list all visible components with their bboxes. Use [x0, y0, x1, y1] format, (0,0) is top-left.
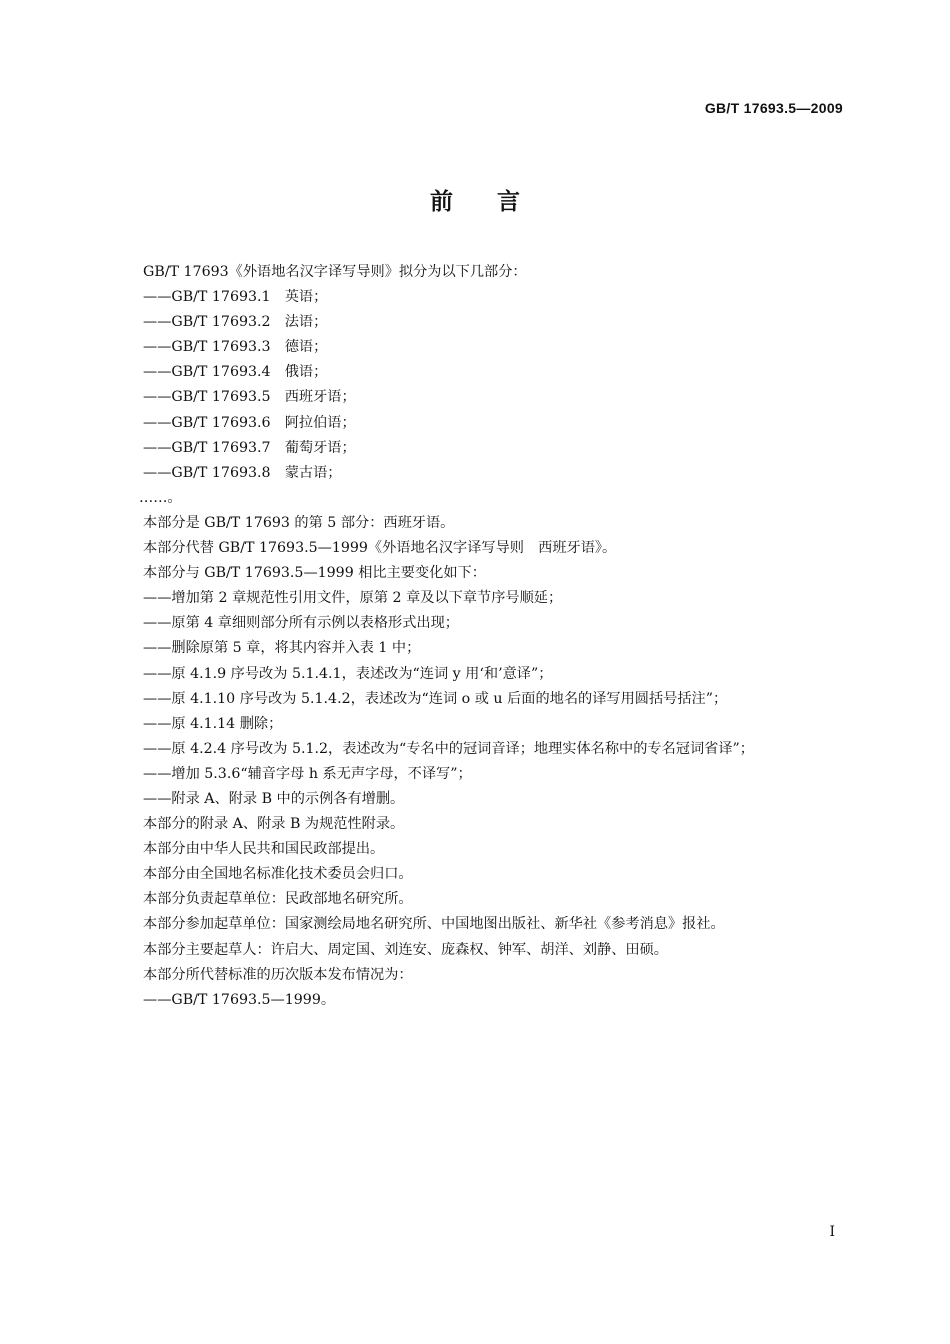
text-line: ——增加 5.3.6“辅音字母 h 系无声字母，不译写”； [143, 765, 472, 782]
standard-code: GB/T 17693.5—2009 [704, 100, 843, 116]
text-line: ——GB/T 17693.7 葡萄牙语； [143, 439, 356, 456]
text-line: ——增加第 2 章规范性引用文件，原第 2 章及以下章节序号顺延； [143, 590, 563, 607]
text-line: 本部分参加起草单位：国家测绘局地名研究所、中国地图出版社、新华社《参考消息》报社。 [143, 916, 725, 933]
text-line: 本部分由全国地名标准化技术委员会归口。 [143, 866, 413, 883]
text-line: ——原 4.1.10 序号改为 5.1.4.2，表述改为“连词 o 或 u 后面的地名的译写用圆括号括注”； [143, 690, 728, 707]
text-line: ——GB/T 17693.6 阿拉伯语； [143, 414, 356, 431]
text-line: ……。 [139, 489, 182, 506]
text-line: ——原 4.1.14 删除； [143, 715, 283, 732]
foreword-body [139, 260, 843, 1013]
text-line: ——GB/T 17693.5—1999。 [143, 991, 336, 1008]
text-line: 本部分负责起草单位：民政部地名研究所。 [143, 891, 413, 908]
text-line: 本部分代替 GB/T 17693.5—1999《外语地名汉字译写导则 西班牙语》。 [143, 540, 617, 557]
text-line: 本部分由中华人民共和国民政部提出。 [143, 841, 385, 858]
text-line: ——GB/T 17693.1 英语； [143, 289, 328, 306]
text-line: ——GB/T 17693.2 法语； [143, 314, 328, 331]
text-line: ——附录 A、附录 B 中的示例各有增删。 [143, 790, 405, 807]
text-line: 本部分的附录 A、附录 B 为规范性附录。 [143, 816, 405, 833]
text-line: 本部分主要起草人：许启大、周定国、刘连安、庞森权、钟军、胡洋、刘静、田硕。 [143, 941, 668, 958]
text-line: ——删除原第 5 章，将其内容并入表 1 中； [143, 640, 421, 657]
text-line: 本部分是 GB/T 17693 的第 5 部分：西班牙语。 [143, 514, 455, 531]
text-line: ——原第 4 章细则部分所有示例以表格形式出现； [143, 615, 459, 632]
page-title: 前言 [430, 189, 564, 215]
page-number: I [829, 1224, 835, 1240]
text-line: GB/T 17693《外语地名汉字译写导则》拟分为以下几部分： [143, 264, 527, 280]
text-line: ——GB/T 17693.3 德语； [143, 339, 328, 356]
text-line: ——原 4.1.9 序号改为 5.1.4.1，表述改为“连词 y 用‘和’意译”； [143, 665, 553, 682]
text-line: ——GB/T 17693.5 西班牙语； [143, 389, 356, 406]
text-line: ——原 4.2.4 序号改为 5.1.2，表述改为“专名中的冠词音译；地理实体名称中的专名冠词省译”； [143, 740, 754, 757]
text-line: 本部分所代替标准的历次版本发布情况为： [143, 966, 413, 983]
text-line: ——GB/T 17693.8 蒙古语； [143, 464, 342, 481]
text-line: 本部分与 GB/T 17693.5—1999 相比主要变化如下： [143, 565, 486, 582]
text-line: ——GB/T 17693.4 俄语； [143, 364, 328, 381]
